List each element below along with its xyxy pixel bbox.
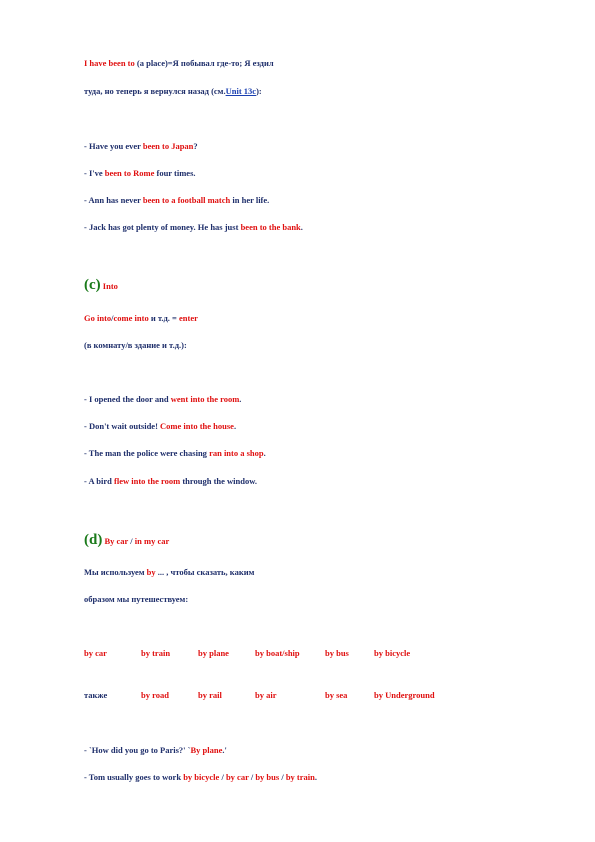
section-c-heading (84, 277, 118, 294)
desc-highlight: by (146, 567, 156, 577)
desc-text: Мы используем (84, 567, 147, 577)
example-highlight: by bus (255, 772, 280, 782)
transport-cell: by car (84, 648, 107, 658)
example-text: - Don't wait outside! (84, 421, 161, 431)
section-c-title: Into (102, 281, 118, 291)
rule-come-into: come into (113, 313, 149, 323)
transport-cell: by Underground (374, 690, 435, 700)
rule-text: и т.д. = (148, 313, 180, 323)
example-text: - Jack has got plenty of money. He has just (84, 222, 241, 232)
example-highlight: been to Japan (142, 141, 194, 151)
desc-end: ... , чтобы сказать, каким (155, 567, 255, 577)
example-text: - A bird (84, 476, 114, 486)
note-text: (в комнату/в здание и т.д.): (84, 340, 187, 350)
example-line (84, 168, 196, 178)
example-highlight: Come into the house (160, 421, 234, 431)
example-highlight: flew into the room (114, 476, 181, 486)
example-text: - Ann has never (84, 195, 143, 205)
example-highlight: been to Rome (104, 168, 155, 178)
example-end: . (233, 421, 237, 431)
example-end: . (314, 772, 317, 782)
transport-cell: by sea (325, 690, 348, 700)
section-d-desc-2 (84, 594, 188, 604)
transport-cell: by road (141, 690, 169, 700)
transport-cell: by rail (198, 690, 222, 700)
title-separator: / (128, 536, 135, 546)
example-end: four times. (154, 168, 196, 178)
intro-text: (a place)=Я побывал где-то; Я ездил (134, 58, 274, 68)
separator: / (279, 772, 286, 782)
example-end: in her life. (230, 195, 270, 205)
intro-text-2: туда, но теперь я вернулся назад (см. (84, 86, 226, 96)
section-d-title-in-my-car: in my car (134, 536, 170, 546)
term-been-to: I have been to (84, 58, 135, 68)
example-end: ? (193, 141, 198, 151)
section-letter-c: (c) (84, 277, 101, 293)
example-highlight: been to a football match (142, 195, 231, 205)
example-line (84, 448, 266, 458)
intro-line-1 (84, 58, 274, 68)
intro-end: ): (256, 86, 262, 96)
rule-separator: / (111, 313, 114, 323)
example-highlight: went into the room (170, 394, 240, 404)
rule-go-into: Go into (84, 313, 112, 323)
example-end: .' (222, 745, 227, 755)
example-text: - I've (84, 168, 105, 178)
example-text: - The man the police were chasing (84, 448, 210, 458)
example-line (84, 745, 227, 755)
separator: / (219, 772, 226, 782)
transport-cell: by plane (198, 648, 229, 658)
section-c-rule (84, 313, 198, 323)
example-highlight: by bicycle (183, 772, 220, 782)
example-text: - Have you ever (84, 141, 143, 151)
example-text: - `How did you go to Paris?' ` (84, 745, 191, 755)
example-end: . (239, 394, 242, 404)
example-line (84, 476, 257, 486)
example-line (84, 141, 198, 151)
example-line (84, 421, 236, 431)
section-d-desc-1 (84, 567, 254, 577)
rule-enter: enter (179, 313, 198, 323)
transport-cell: by boat/ship (255, 648, 300, 658)
example-highlight: been to the bank (240, 222, 301, 232)
transport-cell: by train (141, 648, 171, 658)
example-end: . (263, 448, 266, 458)
transport-cell: by bus (325, 648, 349, 658)
separator: / (248, 772, 256, 782)
section-d-title-by-car: By car (104, 536, 129, 546)
transport-cell-also: также (84, 690, 108, 700)
example-highlight: by car (225, 772, 249, 782)
transport-cell: by air (255, 690, 277, 700)
example-line (84, 394, 241, 404)
example-line (84, 772, 317, 782)
section-d-heading (84, 532, 169, 549)
desc-text: образом мы путешествуем: (84, 594, 189, 604)
example-text: - Tom usually goes to work (84, 772, 184, 782)
example-end: through the window. (180, 476, 258, 486)
example-end: . (300, 222, 303, 232)
example-line (84, 222, 303, 232)
unit-link[interactable]: Unit 13c (225, 86, 257, 96)
example-highlight: ran into a shop (209, 448, 264, 458)
intro-line-2 (84, 86, 262, 96)
transport-cell: by bicycle (374, 648, 411, 658)
example-text: - I opened the door and (84, 394, 171, 404)
section-letter-d: (d) (84, 532, 103, 548)
example-highlight: by train (285, 772, 315, 782)
example-highlight: By plane (190, 745, 223, 755)
section-c-note (84, 340, 187, 350)
example-line (84, 195, 269, 205)
